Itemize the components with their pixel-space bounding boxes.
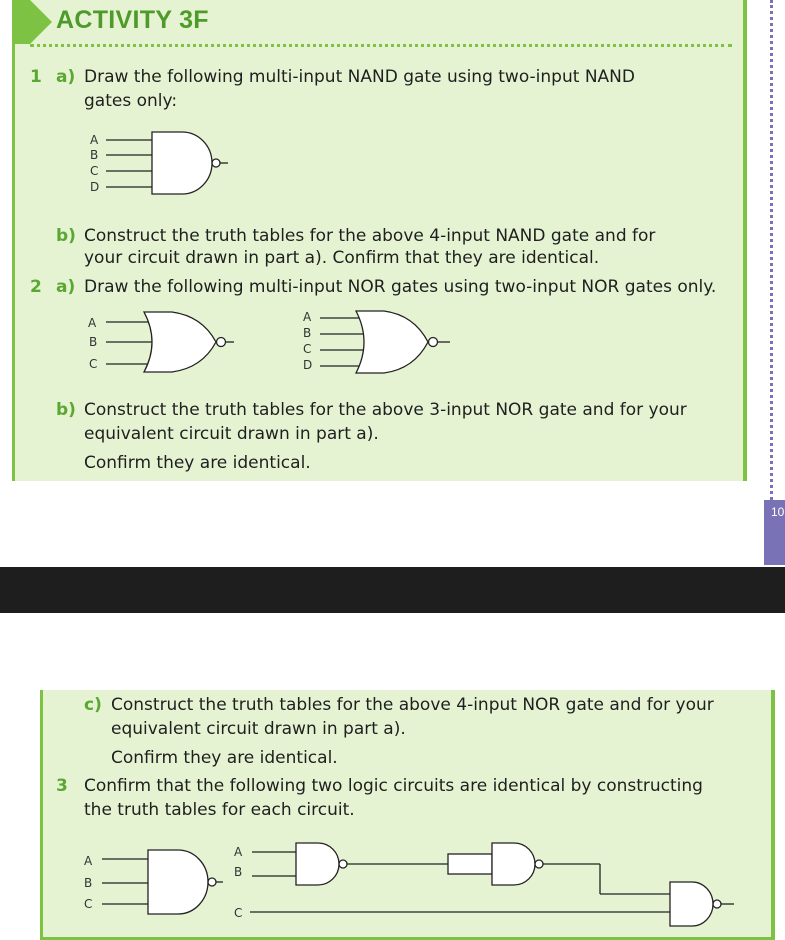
- q1b-marker: b): [56, 226, 76, 246]
- activity-panel-right-border: [743, 0, 747, 481]
- inversion-bubble: [429, 338, 438, 347]
- q2c-marker: c): [84, 695, 102, 715]
- q3-number: 3: [56, 776, 68, 796]
- input-label-a: A: [84, 854, 93, 868]
- inversion-bubble: [212, 159, 220, 167]
- g2-nand-body: [492, 843, 535, 885]
- q2c-text-line3: Confirm they are identical.: [111, 748, 338, 768]
- input-label-a: A: [303, 310, 312, 324]
- g2-inversion-bubble: [535, 860, 543, 868]
- nor-body: [144, 312, 216, 372]
- nor-body: [356, 311, 428, 373]
- circuit2-nand-cascade: [228, 838, 748, 933]
- input-label-b: B: [89, 335, 98, 349]
- margin-dotted-line: [770, 0, 773, 500]
- page-separator-band: [0, 567, 785, 613]
- q1b-text-line1: Construct the truth tables for the above 4-input NAND gate and for: [84, 226, 656, 246]
- inversion-bubble: [208, 878, 216, 886]
- activity-title: ACTIVITY 3F: [56, 6, 209, 34]
- input-label-c: C: [89, 357, 98, 371]
- input-label-b: B: [303, 326, 312, 340]
- input-label-a: A: [88, 316, 97, 330]
- nor-gate-4-input: [300, 308, 460, 378]
- g1-nand-body: [296, 843, 339, 885]
- inversion-bubble: [217, 338, 226, 347]
- q1-number: 1: [30, 67, 42, 87]
- page-number: 10: [771, 505, 785, 519]
- nor-gate-3-input: [84, 308, 244, 378]
- g1-inversion-bubble: [339, 860, 347, 868]
- q2b-text-line1: Construct the truth tables for the above 3-input NOR gate and for your: [84, 400, 687, 420]
- q2a-text-line1: Draw the following multi-input NOR gates using two-input NOR gates only.: [84, 277, 717, 297]
- title-dotted-rule: [30, 44, 732, 47]
- input-label-a: A: [234, 845, 243, 859]
- g3-nand-body: [670, 882, 713, 926]
- input-label-d: D: [90, 180, 100, 194]
- nand-gate-4-input: [82, 130, 242, 200]
- q1a-text-line1: Draw the following multi-input NAND gate using two-input NAND: [84, 67, 635, 87]
- input-label-b: B: [84, 876, 93, 890]
- activity-arrow-tab: [12, 0, 52, 50]
- activity-panel-left-border: [12, 40, 15, 481]
- q2b-text-line2: equivalent circuit drawn in part a).: [84, 424, 379, 444]
- q2a-marker: a): [56, 277, 76, 297]
- input-label-d: D: [303, 358, 313, 372]
- input-label-c: C: [90, 164, 99, 178]
- continuation-panel-right-border: [771, 690, 775, 940]
- continuation-panel-left-border: [40, 690, 43, 940]
- q1a-marker: a): [56, 67, 76, 87]
- nand-body: [152, 132, 212, 194]
- q1a-text-line2: gates only:: [84, 91, 178, 111]
- nand-body: [148, 850, 208, 914]
- input-label-a: A: [90, 133, 99, 147]
- q3-text-line2: the truth tables for each circuit.: [84, 800, 355, 820]
- q2b-marker: b): [56, 400, 76, 420]
- q2-number: 2: [30, 277, 42, 297]
- q1b-text-line2: your circuit drawn in part a). Confirm that they are identical.: [84, 248, 600, 268]
- g2-tied-inputs: [448, 854, 492, 874]
- input-label-c: C: [303, 342, 312, 356]
- q2b-text-line3: Confirm they are identical.: [84, 453, 311, 473]
- g3-inversion-bubble: [713, 900, 721, 908]
- circuit1-nand-3-input: [80, 845, 230, 920]
- input-label-c: C: [234, 906, 243, 920]
- q2c-text-line1: Construct the truth tables for the above 4-input NOR gate and for your: [111, 695, 714, 715]
- input-label-b: B: [234, 865, 243, 879]
- q2c-text-line2: equivalent circuit drawn in part a).: [111, 719, 406, 739]
- q3-text-line1: Confirm that the following two logic circuits are identical by constructing: [84, 776, 703, 796]
- input-label-c: C: [84, 897, 93, 911]
- input-label-b: B: [90, 148, 99, 162]
